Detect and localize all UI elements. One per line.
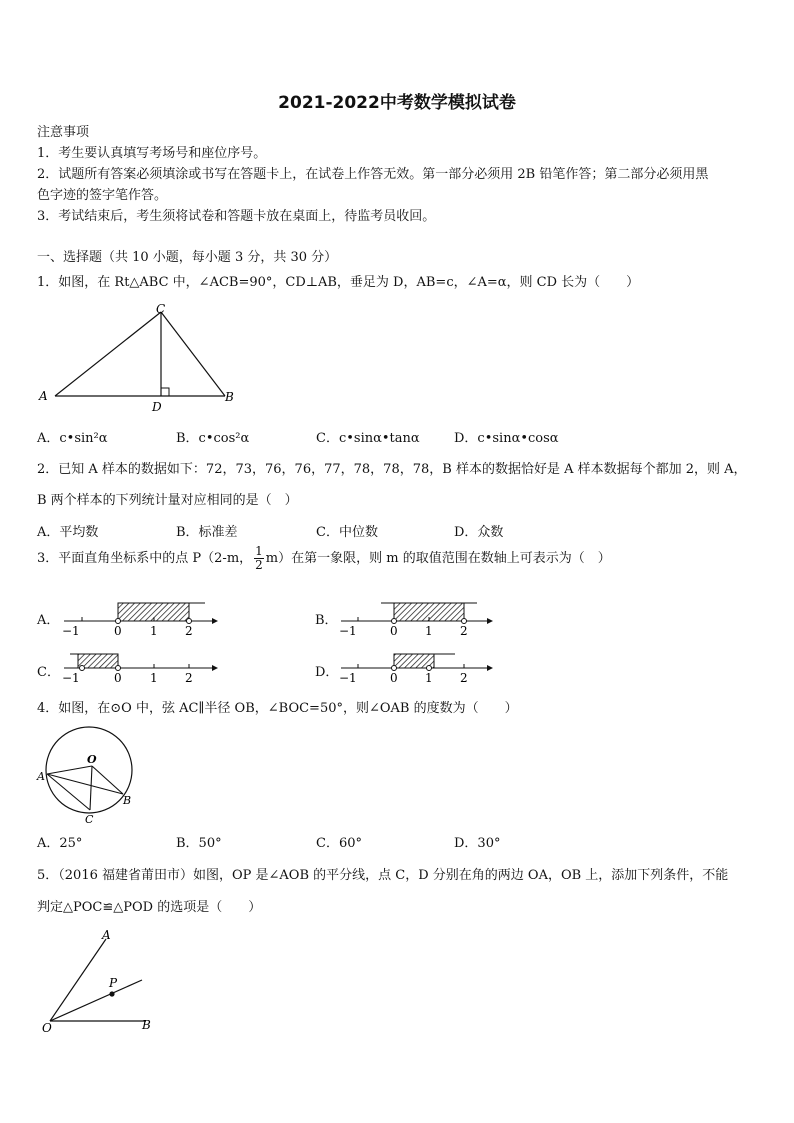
q3-stem-post: m）在第一象限，则 m 的取值范围在数轴上可表示为（ ） bbox=[265, 551, 611, 566]
question-3-stem bbox=[37, 545, 611, 572]
tick-label: 2 bbox=[185, 624, 193, 638]
notice-item: 色字迹的签字笔作答。 bbox=[37, 188, 168, 203]
q2-option-d[interactable]: D．众数 bbox=[454, 525, 504, 540]
q4-label-b: B bbox=[123, 794, 132, 807]
q5-label-b: B bbox=[142, 1018, 151, 1032]
tick-label: 1 bbox=[425, 624, 433, 638]
page-title: 2021-2022中考数学模拟试卷 bbox=[278, 93, 516, 113]
question-2-stem: 2．已知 A 样本的数据如下：72，73，76，76，77，78，78，78，B 样本的数据恰好是 A 样本数据每个都加 2，则 A， bbox=[37, 462, 747, 477]
q3-numberline-a[interactable] bbox=[60, 598, 220, 640]
q3-stem-pre: 3．平面直角坐标系中的点 P（2-m， bbox=[37, 551, 253, 566]
q4-option-a[interactable]: A．25° bbox=[37, 836, 83, 851]
q1-triangle-figure bbox=[35, 300, 245, 415]
q4-label-o: O bbox=[87, 753, 97, 766]
q3-option-a-label[interactable]: A． bbox=[37, 613, 60, 628]
tick-label: 1 bbox=[150, 624, 158, 638]
q3-option-d-label[interactable]: D． bbox=[315, 665, 339, 680]
q1-option-a[interactable]: A．c•sin²α bbox=[37, 431, 108, 446]
q5-label-o: O bbox=[42, 1021, 52, 1035]
question-5-stem: 5．（2016 福建省莆田市）如图，OP 是∠AOB 的平分线，点 C，D 分别在角的两边 OA，OB 上，添加下列条件，不能 bbox=[37, 868, 729, 883]
tick-label: 1 bbox=[425, 671, 433, 685]
notice-heading: 注意事项 bbox=[37, 125, 90, 140]
tick-label: 2 bbox=[460, 671, 468, 685]
notice-item: 1．考生要认真填写考场号和座位序号。 bbox=[37, 146, 267, 161]
question-4-stem: 4．如图，在⊙O 中，弦 AC∥半径 OB，∠BOC=50°，则∠OAB 的度数为（ ） bbox=[37, 701, 518, 716]
q3-option-b-label[interactable]: B． bbox=[315, 613, 338, 628]
tick-label: −1 bbox=[62, 624, 80, 638]
tick-label: 0 bbox=[390, 624, 398, 638]
q1-option-c[interactable]: C．c•sinα•tanα bbox=[316, 431, 420, 446]
q4-option-d[interactable]: D．30° bbox=[454, 836, 501, 851]
tick-label: −1 bbox=[62, 671, 80, 685]
q1-option-b[interactable]: B．c•cos²α bbox=[176, 431, 250, 446]
q1-label-d: D bbox=[152, 400, 162, 414]
tick-label: 2 bbox=[185, 671, 193, 685]
q3-numberline-c[interactable] bbox=[60, 650, 220, 692]
q2-option-b[interactable]: B．标准差 bbox=[176, 525, 238, 540]
q4-option-c[interactable]: C．60° bbox=[316, 836, 362, 851]
q4-option-b[interactable]: B．50° bbox=[176, 836, 222, 851]
q1-option-d[interactable]: D．c•sinα•cosα bbox=[454, 431, 559, 446]
notice-item: 2．试题所有答案必须填涂或书写在答题卡上，在试卷上作答无效。第一部分必须用 2B 铅笔作答；第二部分必须用黑 bbox=[37, 167, 709, 182]
q5-label-a: A bbox=[102, 928, 111, 942]
q2-option-c[interactable]: C．中位数 bbox=[316, 525, 378, 540]
section-heading: 一、选择题（共 10 小题，每小题 3 分，共 30 分） bbox=[37, 250, 338, 265]
q5-angle-figure bbox=[38, 925, 168, 1040]
q3-numberline-d[interactable] bbox=[337, 650, 497, 692]
tick-label: 0 bbox=[114, 624, 122, 638]
q3-option-c-label[interactable]: C． bbox=[37, 665, 60, 680]
q4-label-c: C bbox=[85, 813, 94, 826]
tick-label: 0 bbox=[390, 671, 398, 685]
tick-label: 0 bbox=[114, 671, 122, 685]
q3-numberline-b[interactable] bbox=[337, 598, 497, 640]
q2-option-a[interactable]: A．平均数 bbox=[37, 525, 99, 540]
tick-label: −1 bbox=[339, 624, 357, 638]
q1-label-c: C bbox=[156, 302, 166, 316]
q3-frac-num: 1 bbox=[255, 544, 263, 558]
tick-label: −1 bbox=[339, 671, 357, 685]
tick-label: 1 bbox=[150, 671, 158, 685]
q3-fraction bbox=[254, 545, 264, 572]
q1-label-a: A bbox=[39, 389, 48, 403]
q5-label-p: P bbox=[109, 976, 118, 990]
q4-label-a: A bbox=[37, 770, 45, 783]
notice-item: 3．考试结束后，考生须将试卷和答题卡放在桌面上，待监考员收回。 bbox=[37, 209, 436, 224]
question-2-stem-cont: B 两个样本的下列统计量对应相同的是（ ） bbox=[37, 493, 298, 508]
q3-frac-den: 2 bbox=[255, 558, 263, 572]
question-5-stem-cont: 判定△POC≌△POD 的选项是（ ） bbox=[37, 900, 262, 915]
q1-label-b: B bbox=[225, 390, 234, 404]
question-1-stem: 1．如图，在 Rt△ABC 中，∠ACB=90°，CD⊥AB，垂足为 D，AB=c，∠A=α，则 CD 长为（ ） bbox=[37, 275, 640, 290]
q4-circle-figure bbox=[34, 716, 144, 828]
tick-label: 2 bbox=[460, 624, 468, 638]
